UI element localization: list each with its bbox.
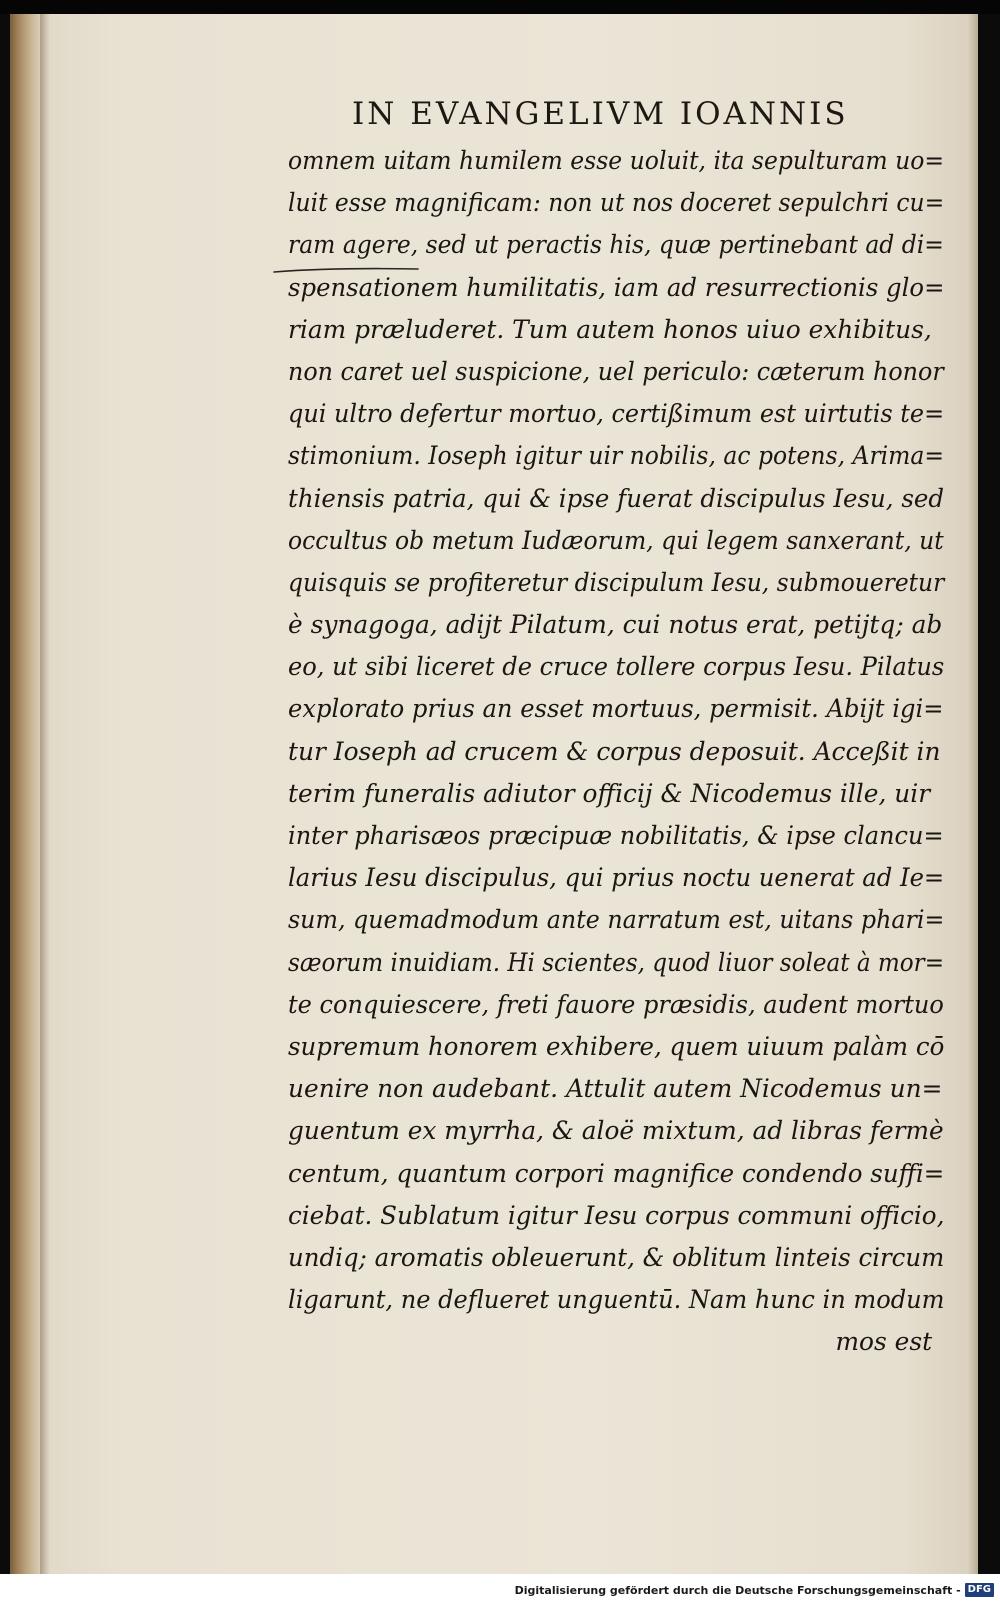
digitization-credit [515, 1580, 994, 1600]
running-head: IN EVANGELIVM IOANNIS [352, 96, 849, 132]
text-line: riam præluderet. Tum autem honos uiuo exhibitus, [288, 314, 932, 344]
catchword: mos est [835, 1327, 933, 1357]
text-line: quisquis se profiteretur discipulum Iesu, submoueretur [288, 567, 945, 597]
text-line: spensationem humilitatis, iam ad resurrectionis glo= [288, 272, 945, 302]
text-line: larius Iesu discipulus, qui prius noctu uenerat ad Ie= [288, 863, 945, 893]
text-line: non caret uel suspicione, uel periculo: cæterum honor [288, 356, 944, 386]
scan-top-border [0, 0, 1000, 14]
credit-text: Digitalisierung gefördert durch die Deutsche Forschungsgemeinschaft - [514, 1583, 961, 1597]
dfg-logo-icon: DFG [965, 1583, 994, 1597]
text-line: qui ultro defertur mortuo, certißimum est uirtutis te= [288, 399, 945, 429]
text-line: tur Ioseph ad crucem & corpus deposuit. Acceßit in [288, 736, 941, 766]
text-line: inter pharisæos præcipuæ nobilitatis, & ipse clancu= [288, 821, 944, 850]
body-text [288, 140, 948, 1363]
text-line: è synagoga, adijt Pilatum, cui notus erat, petijtq; ab [288, 610, 943, 640]
text-line: thiensis patria, qui & ipse fuerat discipulus Iesu, sed [288, 483, 945, 513]
text-line: ligarunt, ne deflueret unguentū. Nam hunc in modum [288, 1285, 945, 1315]
text-line: sum, quemadmodum ante narratum est, uitans phari= [288, 905, 945, 935]
text-line: eo, ut sibi liceret de cruce tollere corpus Iesu. Pilatus [288, 652, 945, 682]
text-line: sæorum inuidiam. Hi scientes, quod liuor soleat à mor= [288, 947, 945, 977]
text-line: supremum honorem exhibere, quem uiuum palàm cō [288, 1031, 945, 1061]
text-line: te conquiescere, freti fauore præsidis, audent mortuo [288, 989, 944, 1019]
text-line: stimonium. Ioseph igitur uir nobilis, ac potens, Arima= [288, 441, 945, 471]
text-line: ciebat. Sublatum igitur Iesu corpus communi officio, [288, 1200, 945, 1230]
text-line: explorato prius an esset mortuus, permisit. Abijt igi= [288, 694, 944, 724]
text-line: luit esse magnificam: non ut nos doceret sepulchri cu= [288, 188, 945, 218]
page-fore-edge [968, 14, 978, 1574]
text-line: undiq; aromatis obleuerunt, & oblitum linteis circum [288, 1242, 945, 1272]
text-line: ram agere, sed ut peractis his, quæ pertinebant ad di= [288, 230, 944, 260]
gutter-shadow [40, 14, 50, 1574]
text-line: omnem uitam humilem esse uoluit, ita sepulturam uo= [288, 146, 945, 175]
text-line: guentum ex myrrha, & aloë mixtum, ad libras fermè [288, 1116, 944, 1146]
text-line: terim funeralis adiutor officij & Nicodemus ille, uir [288, 778, 931, 808]
text-line: centum, quantum corpori magnifice condendo suffi= [288, 1158, 945, 1188]
text-line: uenire non audebant. Attulit autem Nicodemus un= [288, 1074, 943, 1104]
text-line: occultus ob metum Iudæorum, qui legem sanxerant, ut [288, 525, 944, 555]
